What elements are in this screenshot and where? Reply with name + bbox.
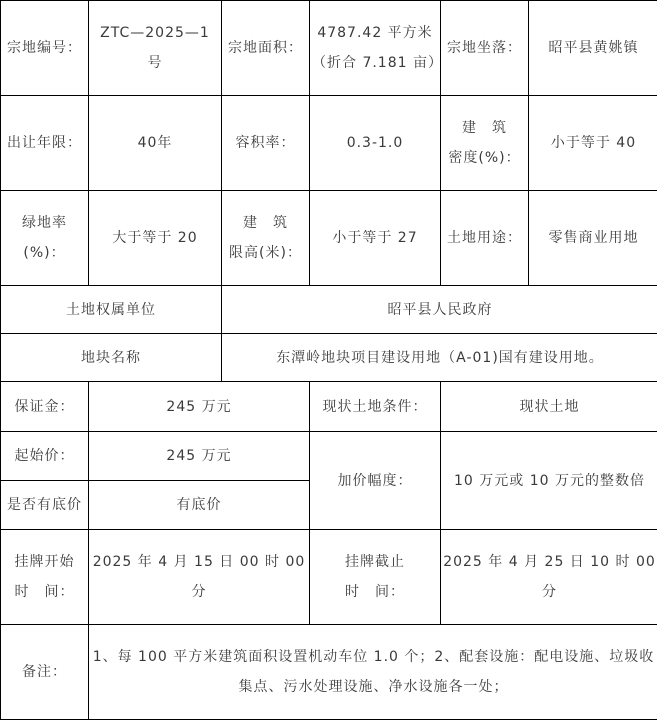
listing-start-label: 挂牌开始 时 间： xyxy=(1,530,89,625)
deposit-value: 245 万元 xyxy=(89,382,310,432)
listing-start-value: 2025 年 4 月 15 日 00 时 00 分 xyxy=(89,530,310,625)
area-value-sqm: 4787.42 平方米 xyxy=(312,18,438,48)
far-label: 容积率： xyxy=(222,96,310,191)
row-owner xyxy=(1,286,657,334)
row-listing-time xyxy=(1,530,657,625)
area-label: 宗地面积： xyxy=(222,1,310,96)
term-label: 出让年限： xyxy=(1,96,89,191)
land-use-value: 零售商业用地 xyxy=(529,191,657,286)
height-limit-label: 建 筑 限高(米)： xyxy=(222,191,310,286)
parcel-no-label: 宗地编号： xyxy=(1,1,89,96)
listing-end-label: 挂牌截止 时 间： xyxy=(310,530,441,625)
area-value-mu: （折合 7.181 亩） xyxy=(312,48,438,78)
row-deposit xyxy=(1,382,657,432)
owner-label: 土地权属单位 xyxy=(1,286,222,334)
parcel-name-value: 东潭岭地块项目建设用地（A-01)国有建设用地。 xyxy=(222,334,657,382)
start-price-value: 245 万元 xyxy=(89,432,310,481)
row-remarks xyxy=(1,625,657,720)
reserve-price-value: 有底价 xyxy=(89,481,310,530)
parcel-no-value: ZTC—2025—1 号 xyxy=(89,1,222,96)
owner-value: 昭平县人民政府 xyxy=(222,286,657,334)
increment-value: 10 万元或 10 万元的整数倍 xyxy=(441,432,657,530)
row-term-far xyxy=(1,96,657,191)
row-green-height xyxy=(1,191,657,286)
remarks-label: 备注： xyxy=(1,625,89,720)
row-start-price xyxy=(1,432,657,481)
deposit-label: 保证金： xyxy=(1,382,89,432)
land-use-label: 土地用途： xyxy=(441,191,529,286)
listing-end-value: 2025 年 4 月 25 日 10 时 00 分 xyxy=(441,530,657,625)
height-limit-value: 小于等于 27 xyxy=(310,191,441,286)
land-condition-value: 现状土地 xyxy=(441,382,657,432)
reserve-price-label: 是否有底价 xyxy=(1,481,89,530)
remarks-value: 1、每 100 平方米建筑面积设置机动车位 1.0 个；2、配套设施：配电设施、垃圾收集点、污水处理设施、净水设施各一处； xyxy=(89,625,657,720)
density-value: 小于等于 40 xyxy=(529,96,657,191)
start-price-label: 起始价： xyxy=(1,432,89,481)
row-parcel-basic xyxy=(1,1,657,96)
increment-label: 加价幅度： xyxy=(310,432,441,530)
parcel-name-label: 地块名称 xyxy=(1,334,222,382)
green-ratio-value: 大于等于 20 xyxy=(89,191,222,286)
far-value: 0.3-1.0 xyxy=(310,96,441,191)
density-label: 建 筑 密度(%)： xyxy=(441,96,529,191)
row-parcel-name xyxy=(1,334,657,382)
area-value xyxy=(310,1,441,96)
green-ratio-label: 绿地率(%)： xyxy=(1,191,89,286)
land-condition-label: 现状土地条件： xyxy=(310,382,441,432)
location-value: 昭平县黄姚镇 xyxy=(529,1,657,96)
location-label: 宗地坐落： xyxy=(441,1,529,96)
term-value: 40年 xyxy=(89,96,222,191)
